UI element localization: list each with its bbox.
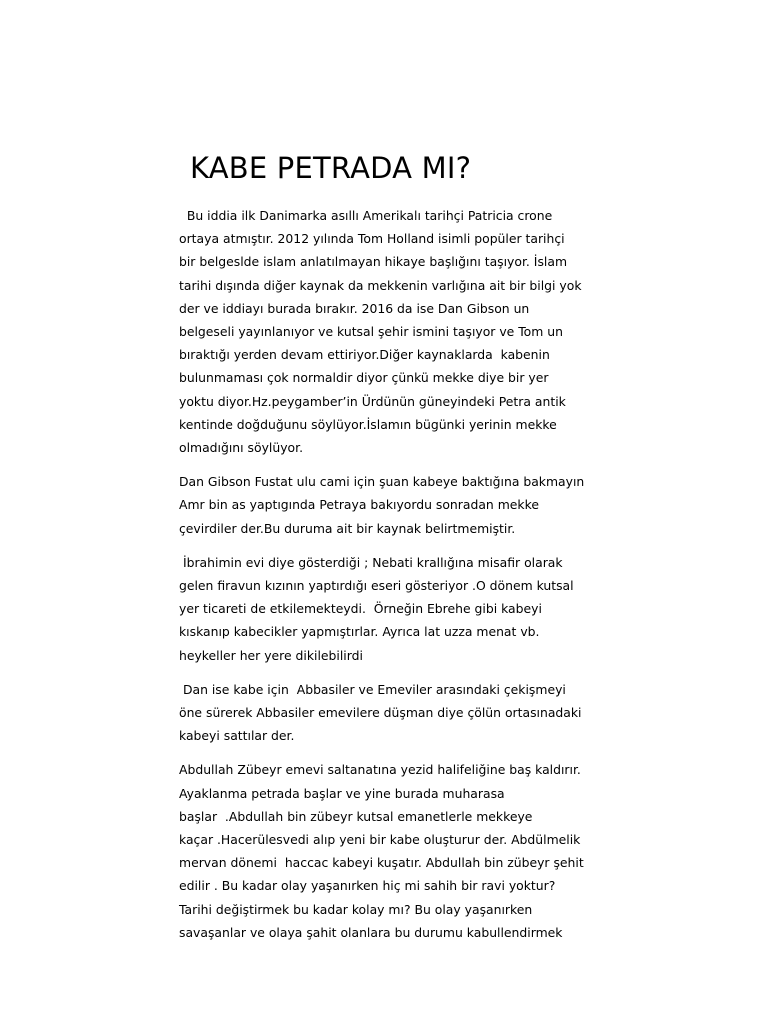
text-line: mervan dönemi haccac kabeyi kuşatır. Abdullah bin zübeyr şehit <box>179 855 584 871</box>
paragraph <box>179 204 599 459</box>
text-line: olmadığını söylüyor. <box>179 440 304 456</box>
text-line: bıraktığı yerden devam ettiriyor.Diğer kaynaklarda kabenin <box>179 347 550 363</box>
text-line: yer ticareti de etkilemekteydi. Örneğin Ebrehe gibi kabeyi <box>179 601 542 617</box>
text-line: İbrahimin evi diye gösterdiği ; Nebati krallığına misafir olarak <box>179 554 563 570</box>
text-line: kabeyi sattılar der. <box>179 728 295 744</box>
text-line: belgeseli yayınlanıyor ve kutsal şehir ismini taşıyor ve Tom un <box>179 324 563 340</box>
text-line: ortaya atmıştır. 2012 yılında Tom Holland isimli popüler tarihçi <box>179 231 565 247</box>
text-line: çevirdiler der.Bu duruma ait bir kaynak belirtmemiştir. <box>179 520 516 536</box>
text-line: başlar .Abdullah bin zübeyr kutsal emanetlerle mekkeye <box>179 808 533 824</box>
text-line: Ayaklanma petrada başlar ve yine burada muharasa <box>179 785 505 801</box>
text-line: öne sürerek Abbasiler emevilere düşman diye çölün ortasınadaki <box>179 705 582 721</box>
text-line: heykeller her yere dikilebilirdi <box>179 647 363 663</box>
paragraph <box>179 551 599 667</box>
text-line: Amr bin as yaptıgında Petraya bakıyordu sonradan mekke <box>179 497 539 513</box>
text-line: edilir . Bu kadar olay yaşanırken hiç mi sahih bir ravi yoktur? <box>179 878 556 894</box>
text-line: yoktu diyor.Hz.peygamber’in Ürdünün güneyindeki Petra antik <box>179 393 566 409</box>
text-line: gelen firavun kızının yaptırdığı eseri gösteriyor .O dönem kutsal <box>179 578 574 594</box>
paragraph <box>179 758 599 944</box>
text-line: Tarihi değiştirmek bu kadar kolay mı? Bu olay yaşanırken <box>179 901 533 917</box>
document-body <box>179 204 599 955</box>
paragraph <box>179 678 599 748</box>
text-line: bir belgeslde islam anlatılmayan hikaye başlığını taşıyor. İslam <box>179 254 568 270</box>
text-line: Dan Gibson Fustat ulu cami için şuan kabeye baktığına bakmayın <box>179 474 585 490</box>
paragraph <box>179 470 599 540</box>
text-line: kaçar .Hacerülesvedi alıp yeni bir kabe oluşturur der. Abdülmelik <box>179 832 581 848</box>
text-line: kentinde doğduğunu söylüyor.İslamın bügünki yerinin mekke <box>179 416 557 432</box>
text-line: der ve iddiayı burada bırakır. 2016 da ise Dan Gibson un <box>179 300 530 316</box>
text-line: kıskanıp kabecikler yapmıştırlar. Ayrıca lat uzza menat vb. <box>179 624 540 640</box>
text-line: Bu iddia ilk Danimarka asıllı Amerikalı tarihçi Patricia crone <box>179 208 553 223</box>
text-line: bulunmaması çok normaldir diyor çünkü mekke diye bir yer <box>179 370 549 386</box>
document-title: KABE PETRADA MI? <box>190 151 472 185</box>
text-line: savaşanlar ve olaya şahit olanlara bu durumu kabullendirmek <box>179 924 563 940</box>
text-line: tarihi dışında diğer kaynak da mekkenin varlığına ait bir bilgi yok <box>179 277 582 293</box>
text-line: Abdullah Zübeyr emevi saltanatına yezid halifeliğine baş kaldırır. <box>179 762 581 778</box>
text-line: Dan ise kabe için Abbasiler ve Emeviler arasındaki çekişmeyi <box>179 681 566 697</box>
